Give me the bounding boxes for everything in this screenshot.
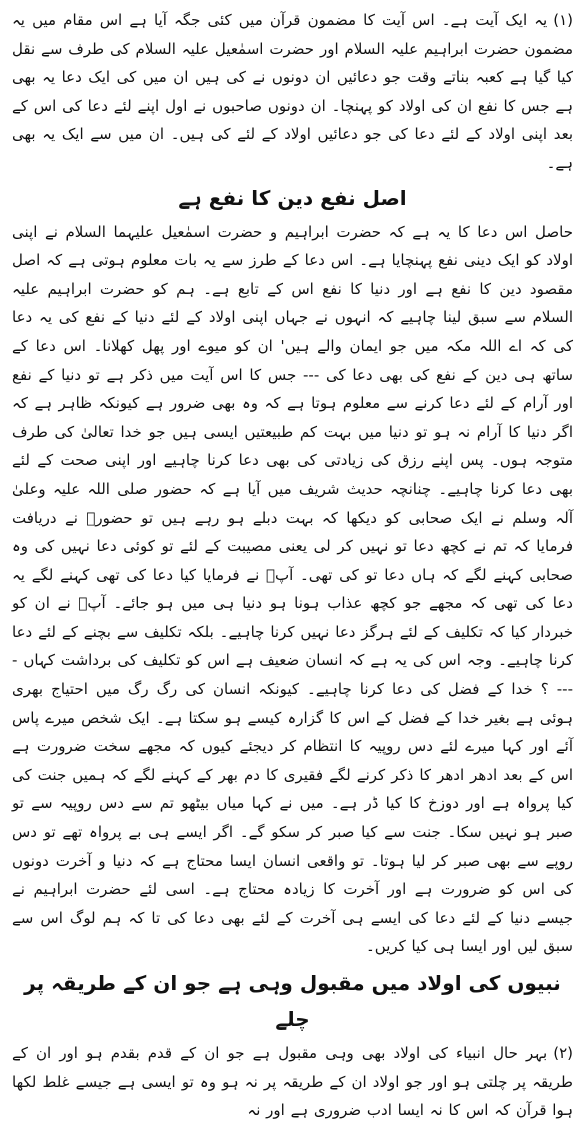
section-heading-1: اصل نفع دین کا نفع ہے (178, 185, 407, 210)
paragraph-1 (12, 6, 573, 178)
paragraph-text: حاصل اس دعا کا یہ ہے کہ حضرت ابراہیم و حضرت اسمٰعیل علیہما السلام نے اپنی اولاد کو ایک دینی نفع پہنچایا ہے۔ اس دعا کے طرز سے یہ بات معلوم ہوتی ہے کہ اصل مقصود دین کا نفع ہے اور دنیا کا نفع اس کے تابع ہے۔ ہم کو حضرت ابراہیم علیہ السلام سے سبق لینا چاہیے کہ انہوں نے جہاں اپنی اولاد کے لئے دنیا کے نفع کی یہ دعا کی کہ اے اللہ مکہ میں جو ایمان والے ہیں' ان کو میوے اور پھل کھلانا۔ اس دعا کے ساتھ ہی دین کے نفع کی بھی دعا کی --- جس کا اس آیت میں ذکر ہے تو دنیا کے نفع اور آرام کے لئے دعا کرنے سے معلوم ہوتا ہے کہ وہ بھی ضرور ہے کیونکہ ظاہر ہے کہ اگر دنیا کا آرام نہ ہو تو دنیا میں بہت کم طبیعتیں ایسی ہیں جو خدا تعالیٰ کی طرف متوجہ ہوں۔ پس اپنے رزق کی زیادتی کی بھی دعا کرنا چاہیے اور اپنی صحت کے لئے بھی دعا کرنا چاہیے۔ چنانچہ حدیث شریف میں آیا ہے کہ حضور صلی اللہ علیہ وعلیٰ آلہ وسلم نے ایک صحابی کو دیکھا کہ بہت دبلے ہو رہے ہیں تو حضورؐ نے دریافت فرمایا کہ تم نے کچھ دعا تو نہیں کر لی یعنی مصیبت کے لئے تو کوئی دعا نہیں کی وہ صحابی کہنے لگے کہ ہاں دعا تو کی تھی۔ آپؐ نے فرمایا کیا دعا کی تھی کہنے لگے یہ دعا کی تھی کہ مجھے جو کچھ عذاب ہونا ہو دنیا ہی میں ہو جائے۔ آپؐ نے ان کو خبردار کیا کہ تکلیف کے لئے ہرگز دعا نہیں کرنا چاہیے۔ بلکہ تکلیف سے بچنے کے لئے دعا کرنا چاہیے۔ وجہ اس کی یہ ہے کہ انسان ضعیف ہے اس کو تکلیف کی برداشت کہاں ---- ؟ خدا کے فضل کی دعا کرنا چاہیے۔ کیونکہ انسان کی رگ رگ میں احتیاج بھری ہوئی ہے بغیر خدا کے فضل کے اس کا گزارہ کیسے ہو سکتا ہے۔ ایک شخص میرے پاس آئے اور کہا میرے لئے دس روپیہ کا انتظام کر دیجئے کیوں کہ مجھے سخت ضرورت ہے اس کے بعد ادھر ادھر کا ذکر کرنے لگے فقیری کا دم بھر کے کہنے لگے کہ ہمیں جنت کی کیا پرواہ ہے اور دوزخ کا کیا ڈر ہے۔ میں نے کہا میاں بیٹھو تم سے دس روپیہ سے تو صبر ہو نہیں سکا۔ جنت سے کیا صبر کر سکو گے۔ اگر ایسے ہی بے پرواہ تھے تو دس روپے سے بھی صبر کر لیا ہوتا۔ تو واقعی انسان ایسا محتاج ہے کہ دنیا و آخرت دونوں کی اس کو ضرورت ہے اور آخرت کا زیادہ محتاج ہے۔ اسی لئے حضرت ابراہیم نے جیسے دنیا کے لئے دعا کی ایسے ہی آخرت کے لئے بھی دعا کی تا کہ ہم لوگ اس سے سبق لیں اور ایسا ہی کیا کریں۔ (12, 222, 573, 956)
paragraph-number: (۲) (553, 1044, 573, 1062)
paragraph-3 (12, 1039, 573, 1125)
paragraph-2 (12, 218, 573, 961)
paragraph-text: بہر حال انبیاء کی اولاد بھی وہی مقبول ہے جو ان کے قدم بقدم ہو اور ان کے طریقہ پر چلتی ہو اور جو اولاد ان کے طریقہ پر نہ ہو وہ تو ایسی ہے جیسے غلط لکھا ہوا قرآن کہ اس کا نہ ایسا ادب ضروری ہے اور نہ (12, 1044, 573, 1120)
paragraph-text: یہ ایک آیت ہے۔ اس آیت کا مضمون قرآن میں کئی جگہ آیا ہے اس مقام میں یہ مضمون حضرت ابراہیم علیہ السلام اور حضرت اسمٰعیل علیہ السلام کی طرف سے نقل کیا گیا ہے کعبہ بناتے وقت جو دعائیں ان دونوں نے کی ہیں ان میں کی ایک دعا یہ بھی ہے جس کا نفع ان کی اولاد کو پہنچا۔ ان دونوں صاحبوں نے اول اپنے لئے دعا کی اس کے بعد اپنی اولاد کے لئے دعا کی جو دعائیں اولاد کے لئے کی ہیں۔ ان میں سے ایک یہ بھی ہے۔ (12, 11, 573, 172)
section-heading-2: نبیوں کی اولاد میں مقبول وہی ہے جو ان کے طریقہ پر چلے (24, 971, 561, 1031)
paragraph-number: (۱) (553, 11, 573, 29)
